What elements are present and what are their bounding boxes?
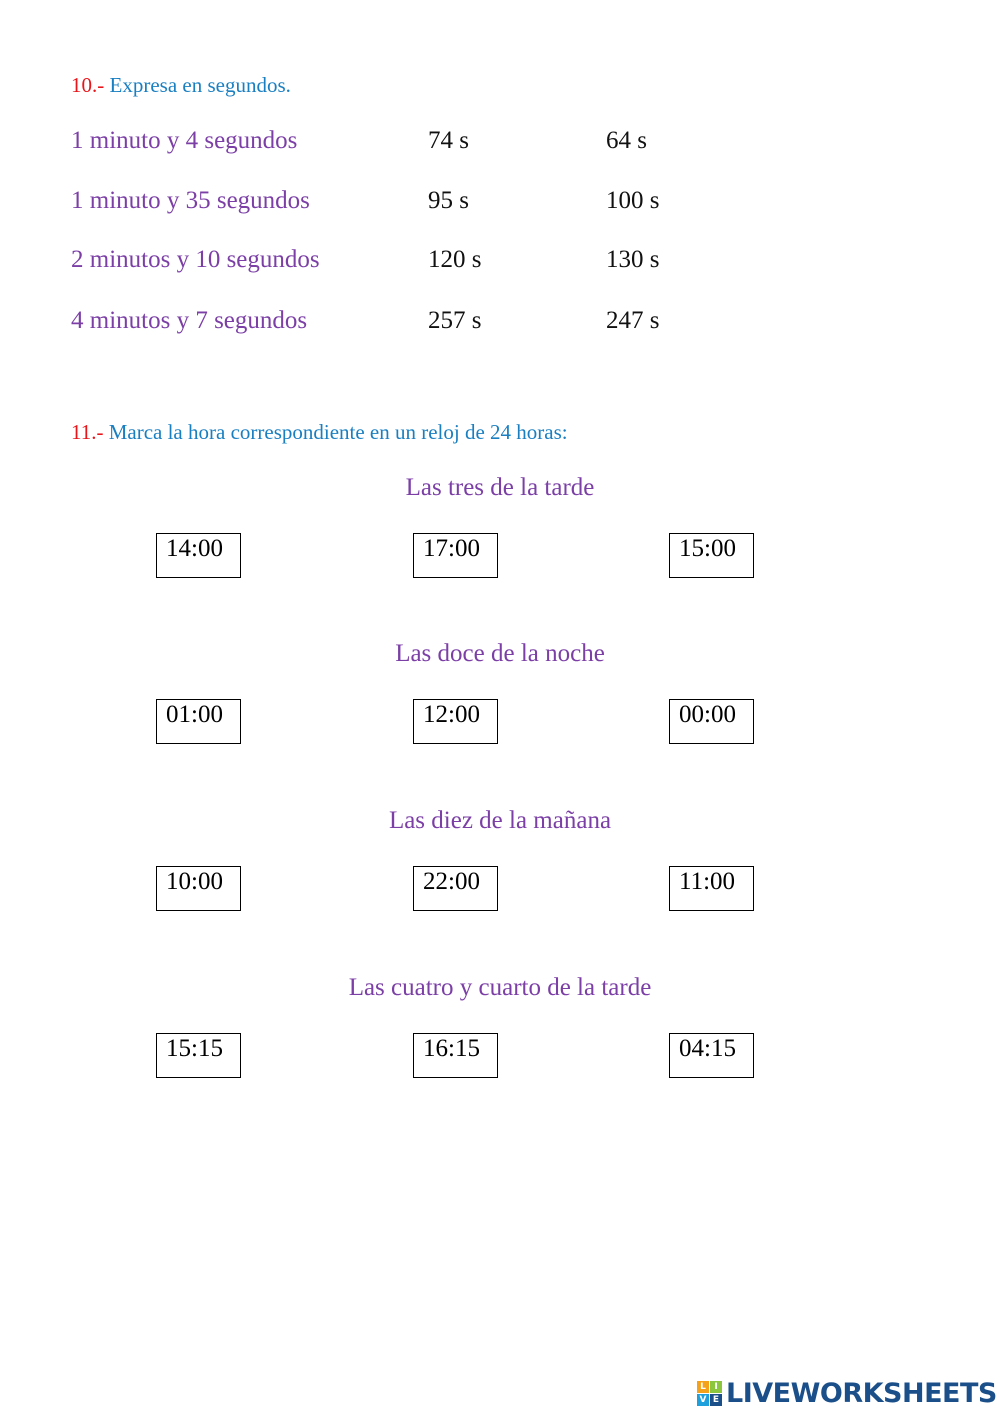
question-10-title (71, 73, 291, 97)
logo-tile: E (710, 1394, 722, 1406)
q10-option[interactable]: 247 s (606, 307, 660, 334)
question-11-text: Marca la hora correspondiente en un reloj de 24 horas: (108, 420, 568, 444)
logo-tile: V (697, 1394, 709, 1406)
question-10-number: 10.- (71, 73, 105, 97)
q11-group-heading: Las diez de la mañana (388, 807, 612, 834)
q10-option[interactable]: 130 s (606, 246, 660, 273)
q10-row-label: 2 minutos y 10 segundos (71, 246, 320, 273)
q10-option[interactable]: 64 s (606, 127, 647, 154)
q10-option[interactable]: 74 s (428, 127, 469, 154)
liveworksheets-logo-text: LIVEWORKSHEETS (726, 1377, 997, 1409)
liveworksheets-logo-icon (697, 1381, 722, 1406)
time-option-box[interactable]: 04:15 (669, 1033, 754, 1078)
time-option-box[interactable]: 11:00 (669, 866, 754, 911)
logo-tile: I (710, 1381, 722, 1393)
time-option-box[interactable]: 15:15 (156, 1033, 241, 1078)
q11-group-heading: Las cuatro y cuarto de la tarde (348, 974, 652, 1001)
time-option-box[interactable]: 16:15 (413, 1033, 498, 1078)
logo-tile: L (697, 1381, 709, 1393)
q10-option[interactable]: 120 s (428, 246, 482, 273)
question-10-text: Expresa en segundos. (109, 73, 291, 97)
time-option-box[interactable]: 00:00 (669, 699, 754, 744)
time-option-box[interactable]: 01:00 (156, 699, 241, 744)
q10-option[interactable]: 95 s (428, 187, 469, 214)
time-option-box[interactable]: 15:00 (669, 533, 754, 578)
time-option-box[interactable]: 14:00 (156, 533, 241, 578)
q10-row-label: 1 minuto y 35 segundos (71, 187, 310, 214)
time-option-box[interactable]: 10:00 (156, 866, 241, 911)
q11-group-heading: Las tres de la tarde (405, 474, 595, 501)
q10-option[interactable]: 257 s (428, 307, 482, 334)
liveworksheets-logo (697, 1376, 997, 1410)
q10-option[interactable]: 100 s (606, 187, 660, 214)
question-11-number: 11.- (71, 420, 104, 444)
question-11-title (71, 420, 568, 444)
time-option-box[interactable]: 17:00 (413, 533, 498, 578)
time-option-box[interactable]: 22:00 (413, 866, 498, 911)
time-option-box[interactable]: 12:00 (413, 699, 498, 744)
q10-row-label: 4 minutos y 7 segundos (71, 307, 308, 334)
q11-group-heading: Las doce de la noche (395, 640, 605, 667)
q10-row-label: 1 minuto y 4 segundos (71, 127, 298, 154)
